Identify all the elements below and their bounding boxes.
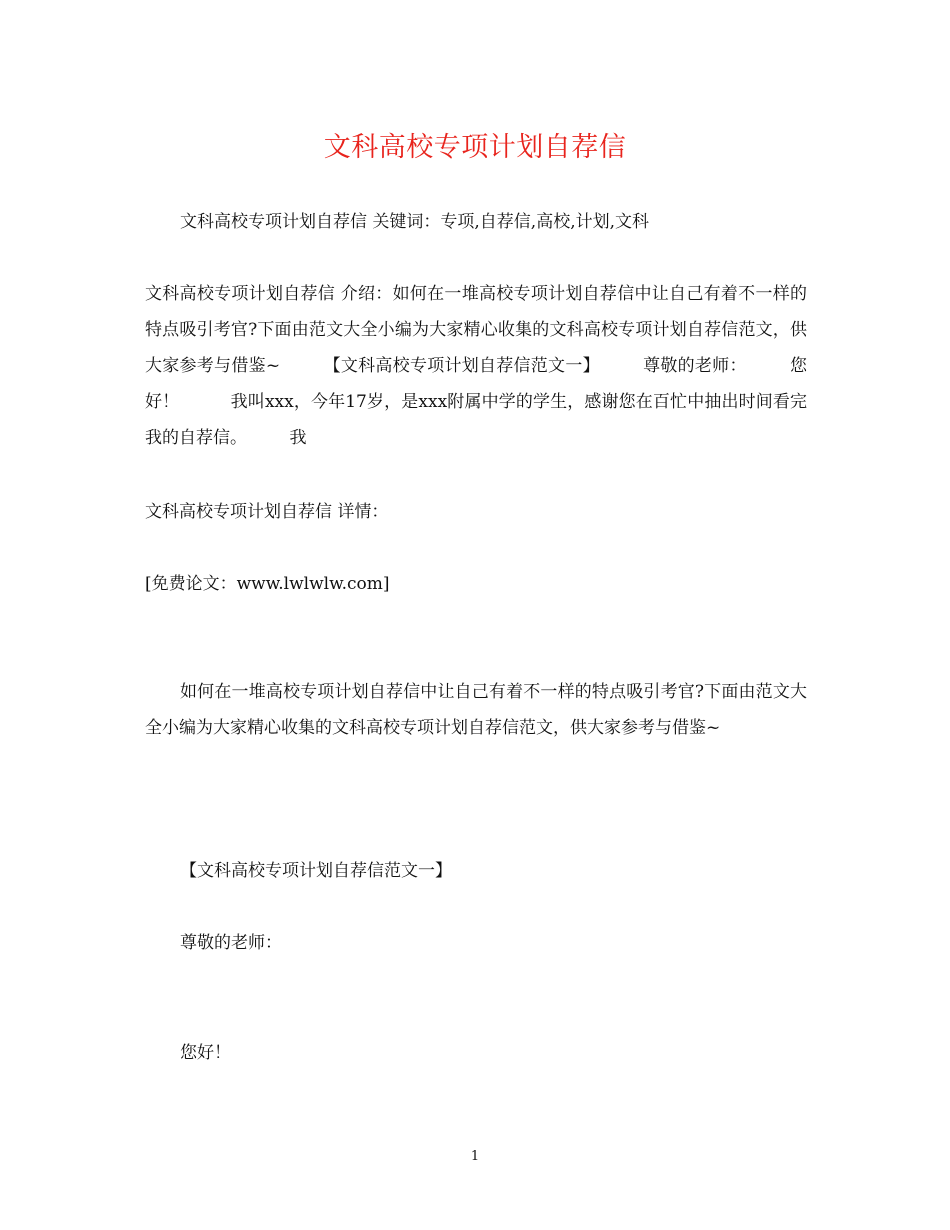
detail-label: 文科高校专项计划自荐信 详情： <box>145 502 389 522</box>
document-title: 文科高校专项计划自荐信 <box>323 132 627 163</box>
intro-paragraph: 文科高校专项计划自荐信 介绍：如何在一堆高校专项计划自荐信中让自己有着不一样的特点吸引考官?下面由范文大全小编为大家精心收集的文科高校专项计划自荐信范文，供大家参考与借鉴~ 【文科高校专项计划自荐信范文一】 尊敬的老师： 您好！ 我叫xxx，今年17岁，是xxx附属中学的学生，感谢您在百忙中抽出时间看完我的自荐信。 我 <box>145 284 807 448</box>
sample-heading: 【文科高校专项计划自荐信范文一】 <box>180 861 452 881</box>
keywords-line: 文科高校专项计划自荐信 关键词：专项,自荐信,高校,计划,文科 <box>180 212 650 232</box>
free-paper-link: [免费论文：www.lwlwlw.com] <box>145 574 390 594</box>
body-paragraph: 如何在一堆高校专项计划自荐信中让自己有着不一样的特点吸引考官?下面由范文大全小编为大家精心收集的文科高校专项计划自荐信范文，供大家参考与借鉴~ <box>145 682 807 738</box>
greeting: 您好！ <box>180 1043 231 1063</box>
salutation: 尊敬的老师： <box>180 933 282 953</box>
page-number: 1 <box>470 1149 480 1164</box>
